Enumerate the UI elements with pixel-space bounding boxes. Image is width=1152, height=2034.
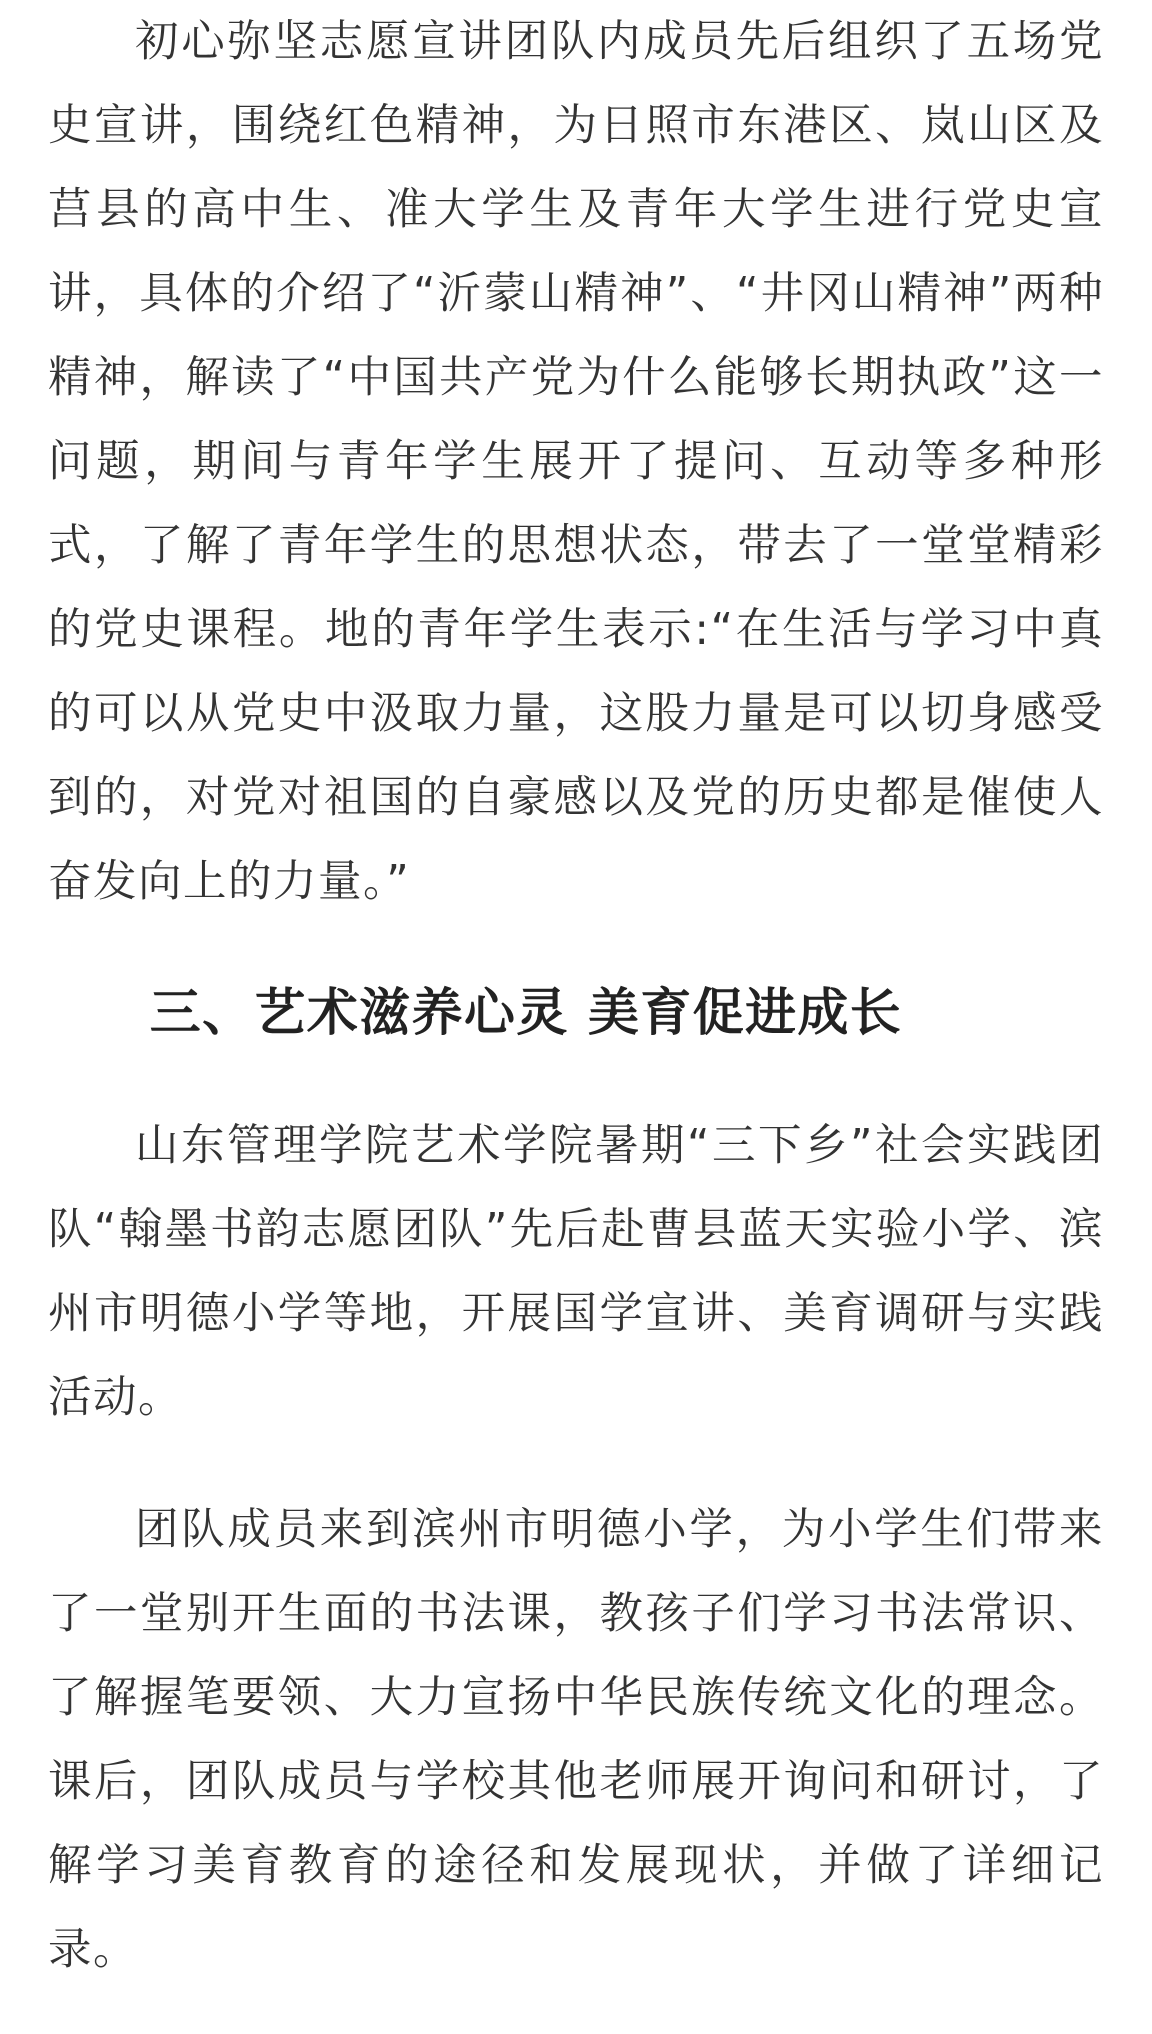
paragraph-spacer <box>48 1056 1104 1104</box>
paragraph-spacer <box>48 1440 1104 1488</box>
section-heading: 三、艺术滋养心灵 美育促进成长 <box>149 984 903 1043</box>
paragraph-party-history-lectures: 初心弥坚志愿宣讲团队内成员先后组织了五场党史宣讲，围绕红色精神，为日照市东港区、岚山区及莒县的高中生、准大学生及青年大学生进行党史宣讲，具体的介绍了“沂蒙山精神”、“井冈山精神”两种精神，解读了“中国共产党为什么能够长期执政”这一问题，期间与青年学生展开了提问、互动等多种形式，了解了青年学生的思想状态，带去了一堂堂精彩的党史课程。地的青年学生表示:“在生活与学习中真的可以从党史中汲取力量，这股力量是可以切身感受到的，对党对祖国的自豪感以及党的历史都是催使人奋发向上的力量。” <box>48 17 1104 907</box>
paragraph-art-team-intro: 山东管理学院艺术学院暑期“三下乡”社会实践团队“翰墨书韵志愿团队”先后赴曹县蓝天实验小学、滨州市明德小学等地，开展国学宣讲、美育调研与实践活动。 <box>48 1121 1104 1423</box>
paragraph-spacer <box>48 924 1104 972</box>
paragraph-calligraphy-class: 团队成员来到滨州市明德小学，为小学生们带来了一堂别开生面的书法课，教孩子们学习书法常识、了解握笔要领、大力宣扬中华民族传统文化的理念。课后，团队成员与学校其他老师展开询问和研讨，了解学习美育教育的途径和发展现状，并做了详细记录。 <box>48 1505 1104 1975</box>
